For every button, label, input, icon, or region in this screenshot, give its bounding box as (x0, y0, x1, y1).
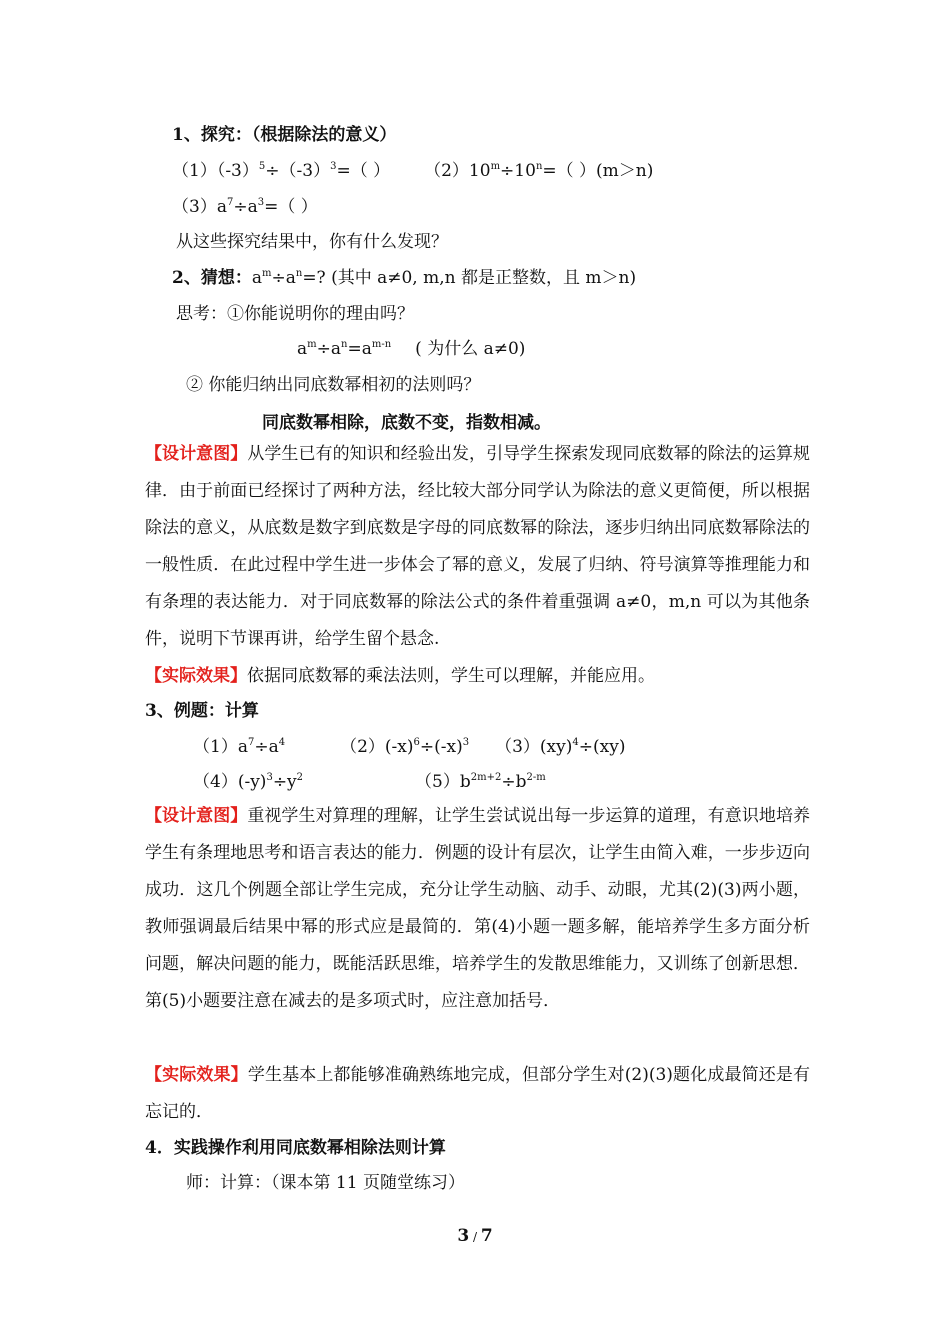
design-intent-1: 【设计意图】从学生已有的知识和经验出发，引导学生探索发现同底数幂的除法的运算规律．由于前面已经探讨了两种方法，经比较大部分同学认为除法的意义更简便，所以根据除法的意义，从底数是数字到底数是字母的同底数幂的除法，逐步归纳出同底数幂除法的一般性质．在此过程中学生进一步体会了幂的意义，发展了归纳、符号演算等推理能力和有条理的表达能力．对于同底数幂的除法公式的条件着重强调 a≠0，m,n 可以为其他条件，说明下节课再讲，给学生留个悬念. (145, 444, 811, 649)
examples-row-2 (193, 764, 858, 800)
teacher-exercise-line: 师：计算：（课本第 11 页随堂练习） (186, 1173, 465, 1193)
section-2-title: 2、猜想： (172, 268, 252, 288)
division-rule: 同底数幂相除，底数不变，指数相减。 (262, 413, 551, 433)
design-intent-2: 【设计意图】重视学生对算理的理解，让学生尝试说出每一步运算的道理，有意识地培养学生有条理地思考和语言表达的能力．例题的设计有层次，让学生由简入难，一步步迈向成功．这几个例题全部让学生完成，充分让学生动脑、动手、动眼，尤其(2)(3)两小题，教师强调最后结果中幂的形式应是最简的．第(4)小题一题多解，能培养学生多方面分析问题，解决问题的能力，既能活跃思维，培养学生的发散思维能力，又训练了创新思想．第(5)小题要注意在减去的是多项式时，应注意加括号． (145, 806, 811, 1011)
design-intent-tag: 【设计意图】 (145, 806, 248, 826)
formula-note: ( 为什么 a≠0) (415, 339, 526, 359)
example-5: $(5)b^{2m+2}\div b^{2-m}$ (415, 772, 546, 792)
actual-effect-tag: 【实际效果】 (145, 1065, 248, 1085)
discovery-question: 从这些探究结果中，你有什么发现？ (176, 232, 448, 252)
example-1: $(1)a^7\div a^4$ (193, 737, 286, 757)
example-2: $(2)(-x)^6\div(-x)^3$ (340, 737, 470, 757)
conjecture-line: 2、猜想：$a^m\div a^n=$? (其中 a≠0, m,n 都是正整数，且 m＞n) (172, 268, 637, 288)
problem-1: $(1)(-3)^5\div(-3)^3=$（ ） (172, 161, 391, 181)
section-3-title: 3、例题：计算 (145, 701, 259, 721)
total-pages: 7 (480, 1226, 493, 1246)
example-4: $(4)(-y)^3\div y^2$ (193, 772, 304, 792)
explore-problems-row-1 (172, 153, 837, 189)
actual-effect-tag: 【实际效果】 (145, 666, 247, 686)
section-4-title: 4．实践操作利用同底数幂相除法则计算 (145, 1138, 446, 1158)
page-number: 3 / 7 (457, 1226, 493, 1246)
division-formula: $a^m\div a^n=a^{m-n}$ ( 为什么 a≠0) (297, 339, 526, 359)
problem-2: $(2)10^m\div 10^n=$（ ）(m＞n) (424, 161, 654, 181)
current-page: 3 (457, 1226, 470, 1246)
example-3: （3）(xy)$^4$÷(xy) (495, 737, 626, 757)
actual-effect-2: 【实际效果】学生基本上都能够准确熟练地完成，但部分学生对(2)(3)题化成最简还是有忘记的． (145, 1065, 810, 1122)
think-question-1: 思考：①你能说明你的理由吗？ (176, 304, 414, 324)
actual-effect-1: 【实际效果】依据同底数幂的乘法法则，学生可以理解，并能应用。 (145, 666, 655, 686)
examples-row-1 (193, 729, 858, 765)
think-question-2: ② 你能归纳出同底数幂相初的法则吗？ (186, 375, 481, 395)
section-1-title: 1、探究：（根据除法的意义） (172, 125, 397, 145)
design-intent-tag: 【设计意图】 (145, 444, 248, 464)
problem-3: $(3)a^7\div a^3=$（ ） (172, 197, 318, 217)
